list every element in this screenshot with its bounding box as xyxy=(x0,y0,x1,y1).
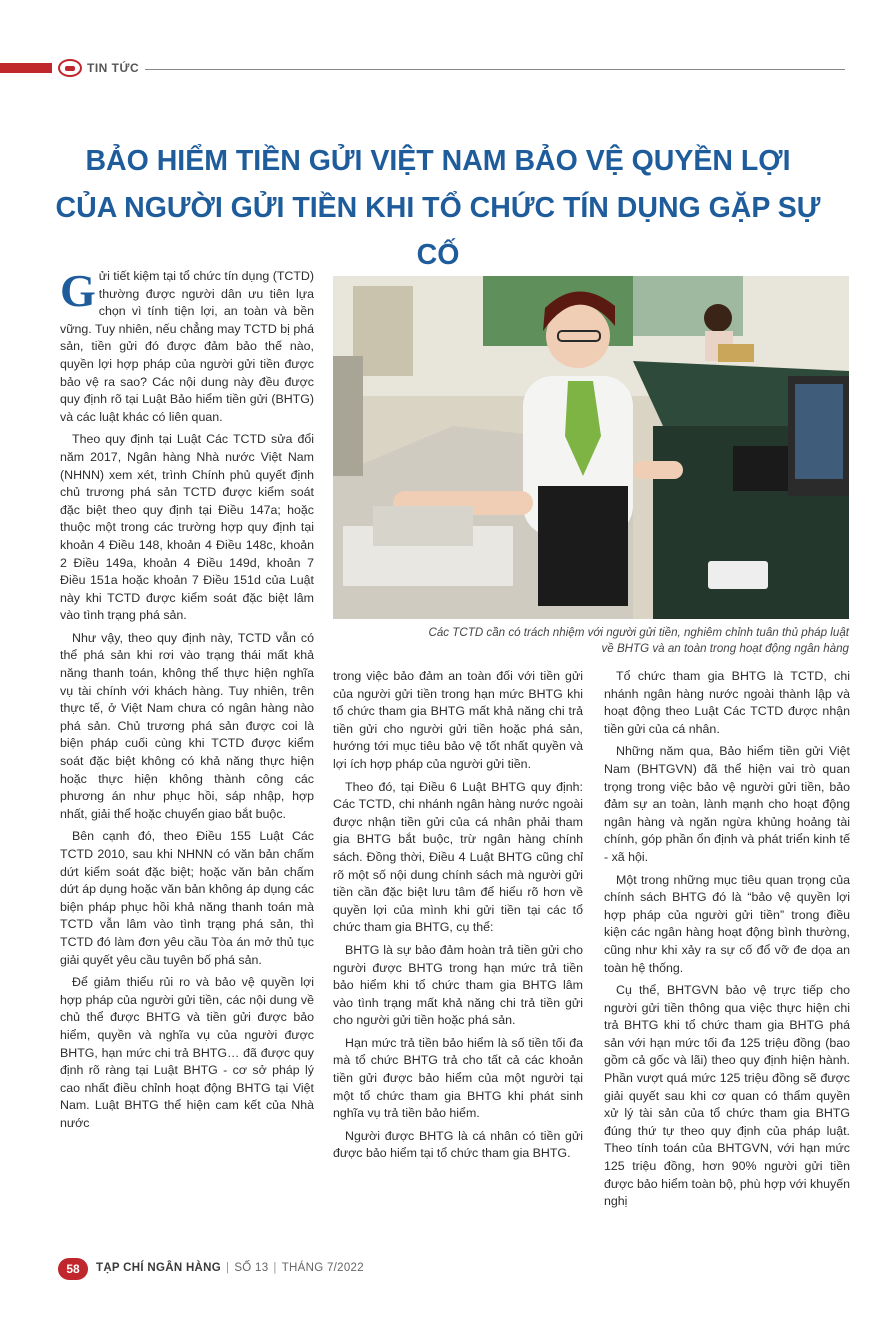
page-number: 58 xyxy=(58,1258,88,1280)
title-line-2: CỦA NGƯỜI GỬI TIỀN KHI TỔ CHỨC TÍN DỤNG GẶP SỰ CỐ xyxy=(55,192,821,271)
issue-date: THÁNG 7/2022 xyxy=(281,1262,364,1274)
article-column-2 xyxy=(333,668,583,1168)
article-column-3 xyxy=(604,668,850,1216)
paragraph: Để giảm thiểu rủi ro và bảo vệ quyền lợi hợp pháp của người gửi tiền, các nội dung về chủ thể được BHTG và tiền gửi được bảo hiểm, quyền và nghĩa vụ của người được BHTG, hạn mức chi trả BHTG… đã được quy định rõ ràng tại Luật BHTG - cơ sở pháp lý cao nhất điều chỉnh hoạt động BHTG tại Việt Nam. Luật BHTG thể hiện cam kết của Nhà nước xyxy=(60,975,314,1130)
paragraph: Gửi tiết kiệm tại tổ chức tín dụng (TCTD) thường được người dân ưu tiên lựa chọn vì tính tiện lợi, an toàn và bền vững. Tuy nhiên, nếu chẳng may TCTD bị phá sản, tiền gửi đó được đảm bảo thế nào, quyền lợi hợp pháp của người gửi tiền được bảo vệ ra sao? Các nội dung này đều được quy định rõ tại Luật Bảo hiểm tiền gửi (BHTG) và các luật khác có liên quan. xyxy=(60,265,314,424)
footer-info xyxy=(96,1262,364,1274)
paragraph: Cụ thể, BHTGVN bảo vệ trực tiếp cho người gửi tiền thông qua việc thực hiện chi trả BHTG khi tổ chức tham gia BHTG phá sản với hạn mức tối đa 125 triệu đồng (bao gồm cả gốc và lãi) theo quy định hiện hành. Phần vượt quá mức 125 triệu đồng sẽ được giải quyết sau khi cơ quan có thẩm quyền xử lý tài sản của tổ chức tham gia BHTG đúng thứ tự theo quy định của pháp luật. Theo tính toán của BHTGVN, với hạn mức 125 triệu đồng, hơn 90% người gửi tiền được bảo hiểm toàn bộ, phù hợp với khuyến nghị xyxy=(604,983,850,1209)
photo-caption xyxy=(333,625,849,657)
paragraph: Những năm qua, Bảo hiểm tiền gửi Việt Nam (BHTGVN) đã thể hiện vai trò quan trọng trong việc bảo vệ người gửi tiền, bảo đảm sự an toàn, lành mạnh cho hoạt động ngân hàng và ngăn ngừa khủng hoảng tài chính, góp phần ổn định và phát triển kinh tế - xã hội. xyxy=(604,744,850,864)
magazine-logo-icon xyxy=(58,59,82,77)
article-column-1 xyxy=(60,265,314,1138)
paragraph: Như vậy, theo quy định này, TCTD vẫn có thể phá sản khi rơi vào trạng thái mất khả năng thanh toán, không thể thực hiện nghĩa vụ tài chính với khách hàng. Tuy nhiên, trên thực tế, ở Việt Nam chưa có ngân hàng nào phá sản. Chủ trương phá sản được coi là biện pháp cuối cùng khi TCTD được kiểm soát đặc biệt không có khả năng thực hiện hoặc thực hiện không thành công các phương án như phục hồi, sáp nhập, hợp nhất, giải thể hoặc chuyển giao bắt buộc. xyxy=(60,630,314,821)
paragraph: Theo đó, tại Điều 6 Luật BHTG quy định: Các TCTD, chi nhánh ngân hàng nước ngoài được nhận tiền gửi của cá nhân phải tham gia BHTG bắt buộc, trừ ngân hàng chính sách. Đồng thời, Điều 4 Luật BHTG cũng chỉ rõ một số nội dung chính sách mà người gửi tiền cần đặc biệt lưu tâm để hiểu rõ hơn về quyền lợi của mình khi gửi tiền tại các tổ chức tham gia BHTG, cụ thể: xyxy=(333,779,583,935)
footer-separator: | xyxy=(273,1262,277,1274)
paragraph: trong việc bảo đảm an toàn đối với tiền gửi của người gửi tiền trong hạn mức BHTG khi tổ chức tham gia BHTG mất khả năng chi trả tiền gửi cho người gửi tiền hoặc phá sản, hướng tới mục tiêu bảo vệ tốt nhất quyền và lợi ích hợp pháp của người gửi tiền. xyxy=(333,669,583,771)
magazine-name: TẠP CHÍ NGÂN HÀNG xyxy=(96,1262,222,1274)
caption-line-2: về BHTG và an toàn trong hoạt động ngân hàng xyxy=(601,642,849,655)
footer-separator: | xyxy=(226,1262,230,1274)
title-line-1: BẢO HIỂM TIỀN GỬI VIỆT NAM BẢO VỆ QUYỀN LỢI xyxy=(85,145,791,177)
drop-cap: G xyxy=(60,265,96,316)
paragraph: Người được BHTG là cá nhân có tiền gửi được bảo hiểm tại tổ chức tham gia BHTG. xyxy=(333,1128,583,1161)
section-label: TIN TỨC xyxy=(87,61,140,75)
paragraph: Một trong những mục tiêu quan trọng của chính sách BHTG đó là “bảo vệ quyền lợi hợp pháp của người gửi tiền” trong điều kiện các ngân hàng hoạt động bình thường, cũng như khi xảy ra sự cố đổ vỡ đe dọa an toàn hệ thống. xyxy=(604,872,850,975)
issue-number: SỐ 13 xyxy=(234,1262,269,1274)
paragraph: Theo quy định tại Luật Các TCTD sửa đổi năm 2017, Ngân hàng Nhà nước Việt Nam (NHNN) xem xét, trình Chính phủ quyết định chủ trương phá sản TCTD được kiểm soát đặc biệt theo quy định tại Điều 147a; hoặc thuộc một trong các trường hợp quy định tại khoản 4 Điều 148, khoản 4 Điều 148c, khoản 2 Điều 149a, khoản 4 Điều 149d, khoản 7 Điều 151a hoặc khoản 7 Điều 151d của Luật này khi TCTD được kiểm soát đặc biệt lâm vào tình trạng phá sản. xyxy=(60,432,314,623)
paragraph: Bên cạnh đó, theo Điều 155 Luật Các TCTD 2010, sau khi NHNN có văn bản chấm dứt kiểm soát đặc biệt; hoặc văn bản chấm dứt áp dụng hoặc văn bản không áp dụng các biện pháp phục hồi khả năng thanh toán mà TCTD vẫn lâm vào tình trạng phá sản, thì TCTD đó làm đơn yêu cầu Tòa án mở thủ tục giải quyết yêu cầu tuyên bố phá sản. xyxy=(60,829,314,967)
caption-line-1: Các TCTD cần có trách nhiệm với người gửi tiền, nghiêm chỉnh tuân thủ pháp luật xyxy=(428,626,849,639)
paragraph: Hạn mức trả tiền bảo hiểm là số tiền tối đa mà tổ chức BHTG trả cho tất cả các khoản tiền gửi được bảo hiểm của một người tại một tổ chức tham gia BHTG khi phát sinh nghĩa vụ trả tiền bảo hiểm. xyxy=(333,1035,583,1121)
article-title xyxy=(40,138,836,279)
paragraph: BHTG là sự bảo đảm hoàn trả tiền gửi cho người được BHTG trong hạn mức trả tiền bảo hiểm khi tổ chức tham gia BHTG lâm vào tình trạng mất khả năng chi trả tiền gửi cho người gửi tiền hoặc phá sản. xyxy=(333,942,583,1028)
section-color-bar xyxy=(0,63,52,73)
paragraph: Tổ chức tham gia BHTG là TCTD, chi nhánh ngân hàng nước ngoài thành lập và hoạt động theo Luật Các TCTD được nhận tiền gửi của cá nhân. xyxy=(604,669,850,736)
article-photo xyxy=(333,276,849,619)
header-divider xyxy=(145,69,845,70)
